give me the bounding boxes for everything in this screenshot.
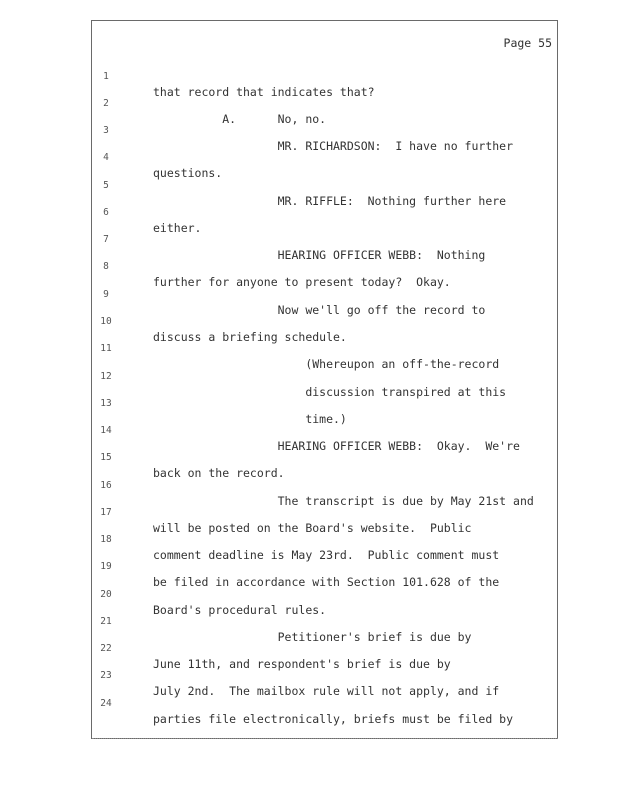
transcript-line	[0, 466, 618, 508]
transcript-line	[0, 138, 618, 180]
transcript-line	[0, 57, 618, 99]
page-number: Page 55	[503, 36, 552, 50]
line-text: June 11th, and respondent's brief is due by	[153, 657, 451, 671]
line-text: Board's procedural rules.	[153, 603, 327, 617]
line-number: 11	[100, 343, 112, 354]
line-number: 3	[103, 125, 109, 136]
line-number: 14	[100, 425, 112, 436]
line-text: parties file electronically, briefs must be filed by	[153, 712, 514, 726]
line-number: 13	[100, 398, 112, 409]
line-text: A. No, no.	[153, 112, 327, 126]
transcript-line	[0, 247, 618, 289]
line-text: MR. RIFFLE: Nothing further here	[153, 194, 507, 208]
line-text: that record that indicates that?	[153, 85, 375, 99]
line-text: questions.	[153, 166, 223, 180]
line-number: 2	[103, 98, 109, 109]
transcript-line	[0, 629, 618, 671]
line-text: (Whereupon an off-the-record	[153, 357, 500, 371]
line-text: Now we'll go off the record to	[153, 303, 486, 317]
transcript-line	[0, 684, 618, 726]
line-text: comment deadline is May 23rd. Public comment must	[153, 548, 500, 562]
line-number: 1	[103, 71, 109, 82]
transcript-line	[0, 193, 618, 235]
line-number: 18	[100, 534, 112, 545]
transcript-line	[0, 520, 618, 562]
transcript-line	[0, 357, 618, 399]
line-text: either.	[153, 221, 202, 235]
transcript-line	[0, 656, 618, 698]
line-number: 24	[100, 698, 112, 709]
line-number: 10	[100, 316, 112, 327]
line-number: 23	[100, 670, 112, 681]
bottom-border	[92, 738, 558, 740]
line-number: 22	[100, 643, 112, 654]
line-text: HEARING OFFICER WEBB: Nothing	[153, 248, 486, 262]
line-number: 8	[103, 261, 109, 272]
line-number: 21	[100, 616, 112, 627]
transcript-line	[0, 275, 618, 317]
transcript-line	[0, 166, 618, 208]
line-text: be filed in accordance with Section 101.628 of the	[153, 575, 500, 589]
line-text: discussion transpired at this	[153, 385, 507, 399]
transcript-line	[0, 493, 618, 535]
transcript-line	[0, 438, 618, 480]
line-text: Petitioner's brief is due by	[153, 630, 472, 644]
line-number: 17	[100, 507, 112, 518]
line-number: 5	[103, 180, 109, 191]
transcript-line	[0, 302, 618, 344]
transcript-line	[0, 602, 618, 644]
line-text: will be posted on the Board's website. Public	[153, 521, 472, 535]
transcript-line	[0, 411, 618, 453]
line-number: 16	[100, 480, 112, 491]
line-number: 6	[103, 207, 109, 218]
line-number: 4	[103, 152, 109, 163]
line-text: The transcript is due by May 21st and	[153, 494, 534, 508]
line-text: back on the record.	[153, 466, 285, 480]
line-number: 15	[100, 452, 112, 463]
line-text: discuss a briefing schedule.	[153, 330, 347, 344]
line-number: 19	[100, 561, 112, 572]
transcript-line	[0, 111, 618, 153]
line-number: 20	[100, 589, 112, 600]
transcript-line	[0, 329, 618, 371]
line-text: HEARING OFFICER WEBB: Okay. We're	[153, 439, 520, 453]
line-number: 9	[103, 289, 109, 300]
transcript-line	[0, 220, 618, 262]
transcript-line	[0, 575, 618, 617]
transcript-line	[0, 384, 618, 426]
line-text: MR. RICHARDSON: I have no further	[153, 139, 514, 153]
line-text: July 2nd. The mailbox rule will not apply, and if	[153, 684, 500, 698]
transcript-line	[0, 84, 618, 126]
line-text: further for anyone to present today? Okay.	[153, 275, 451, 289]
transcript-line	[0, 547, 618, 589]
line-number: 7	[103, 234, 109, 245]
line-text: time.)	[153, 412, 347, 426]
line-number: 12	[100, 371, 112, 382]
